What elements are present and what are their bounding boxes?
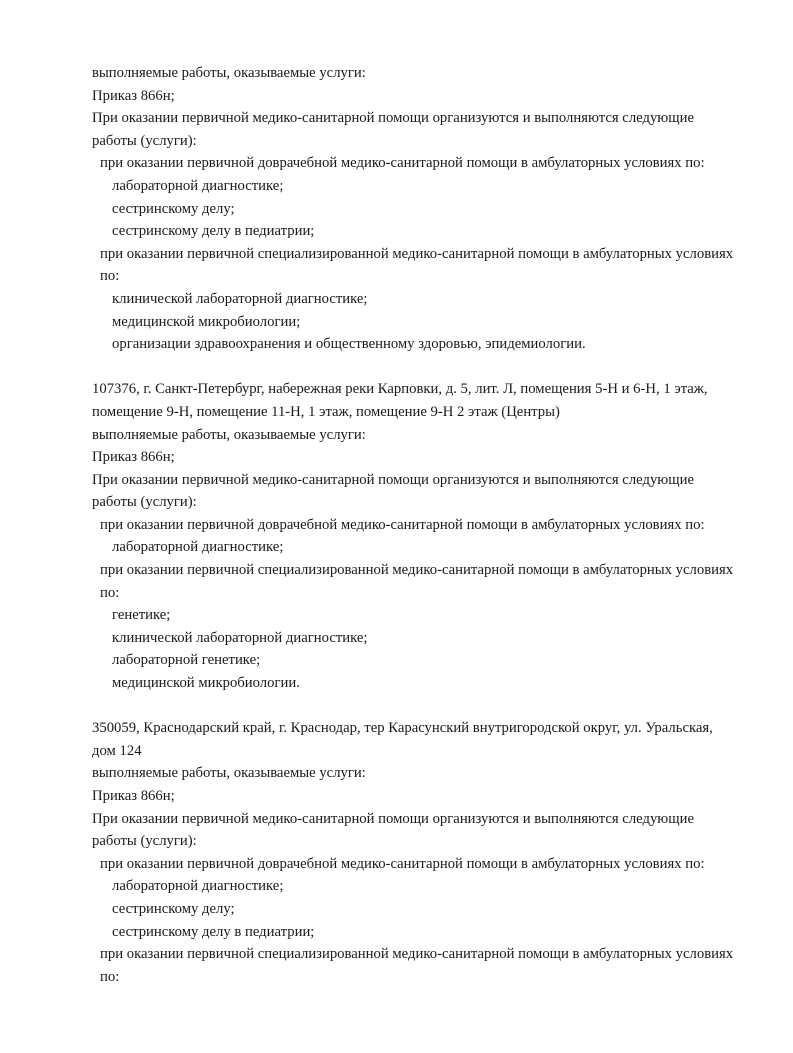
text-line: сестринскому делу; <box>112 900 235 917</box>
text-block <box>92 717 740 988</box>
text-block <box>92 62 740 356</box>
text-line: генетике; <box>112 607 171 624</box>
document-body <box>92 62 740 988</box>
text-line: лабораторной диагностике; <box>112 539 284 556</box>
text-line: Приказ 866н; <box>92 87 175 104</box>
paragraph-spacer <box>92 356 740 379</box>
text-line: лабораторной диагностике; <box>112 177 284 194</box>
text-line: сестринскому делу в педиатрии; <box>112 223 315 240</box>
text-line: медицинской микробиологии. <box>112 675 300 692</box>
text-line: при оказании первичной специализированной медико-санитарной помощи в амбулаторных условиях по: <box>100 562 734 601</box>
text-line: выполняемые работы, оказываемые услуги: <box>92 765 366 782</box>
text-line: При оказании первичной медико-санитарной помощи организуются и выполняются следующие работы (услуги): <box>92 810 694 850</box>
text-line: медицинской микробиологии; <box>112 313 301 330</box>
text-line: сестринскому делу; <box>112 200 235 217</box>
text-line: при оказании первичной специализированной медико-санитарной помощи в амбулаторных условиях по: <box>100 946 734 985</box>
text-line: клинической лабораторной диагностике; <box>112 290 368 307</box>
text-line: 107376, г. Санкт-Петербург, набережная реки Карповки, д. 5, лит. Л, помещения 5-Н и 6-Н, 1 этаж, помещение 9-Н, помещение 11-Н, 1 этаж, помещение 9-Н 2 этаж (Центры) <box>92 381 708 420</box>
text-line: При оказании первичной медико-санитарной помощи организуются и выполняются следующие работы (услуги): <box>92 471 694 511</box>
text-line: при оказании первичной доврачебной медико-санитарной помощи в амбулаторных условиях по: <box>100 516 705 533</box>
text-line: лабораторной генетике; <box>112 652 261 669</box>
text-line: Приказ 866н; <box>92 788 175 804</box>
text-line: при оказании первичной специализированной медико-санитарной помощи в амбулаторных условиях по: <box>100 245 734 285</box>
text-line: клинической лабораторной диагностике; <box>112 629 368 646</box>
text-line: При оказании первичной медико-санитарной помощи организуются и выполняются следующие работы (услуги): <box>92 110 694 149</box>
text-line: выполняемые работы, оказываемые услуги: <box>92 65 366 81</box>
text-line: 350059, Краснодарский край, г. Краснодар, тер Карасунский внутригородской округ, ул. Уральская, дом 124 <box>92 720 713 759</box>
text-block <box>92 378 740 694</box>
text-line: при оказании первичной доврачебной медико-санитарной помощи в амбулаторных условиях по: <box>100 155 705 172</box>
text-line: Приказ 866н; <box>92 449 175 466</box>
text-line: сестринскому делу в педиатрии; <box>112 923 315 940</box>
paragraph-spacer <box>92 695 740 718</box>
text-line: выполняемые работы, оказываемые услуги: <box>92 426 366 443</box>
text-line: при оказании первичной доврачебной медико-санитарной помощи в амбулаторных условиях по: <box>100 855 705 872</box>
text-line: организации здравоохранения и общественному здоровью, эпидемиологии. <box>112 336 586 353</box>
text-line: лабораторной диагностике; <box>112 878 284 895</box>
